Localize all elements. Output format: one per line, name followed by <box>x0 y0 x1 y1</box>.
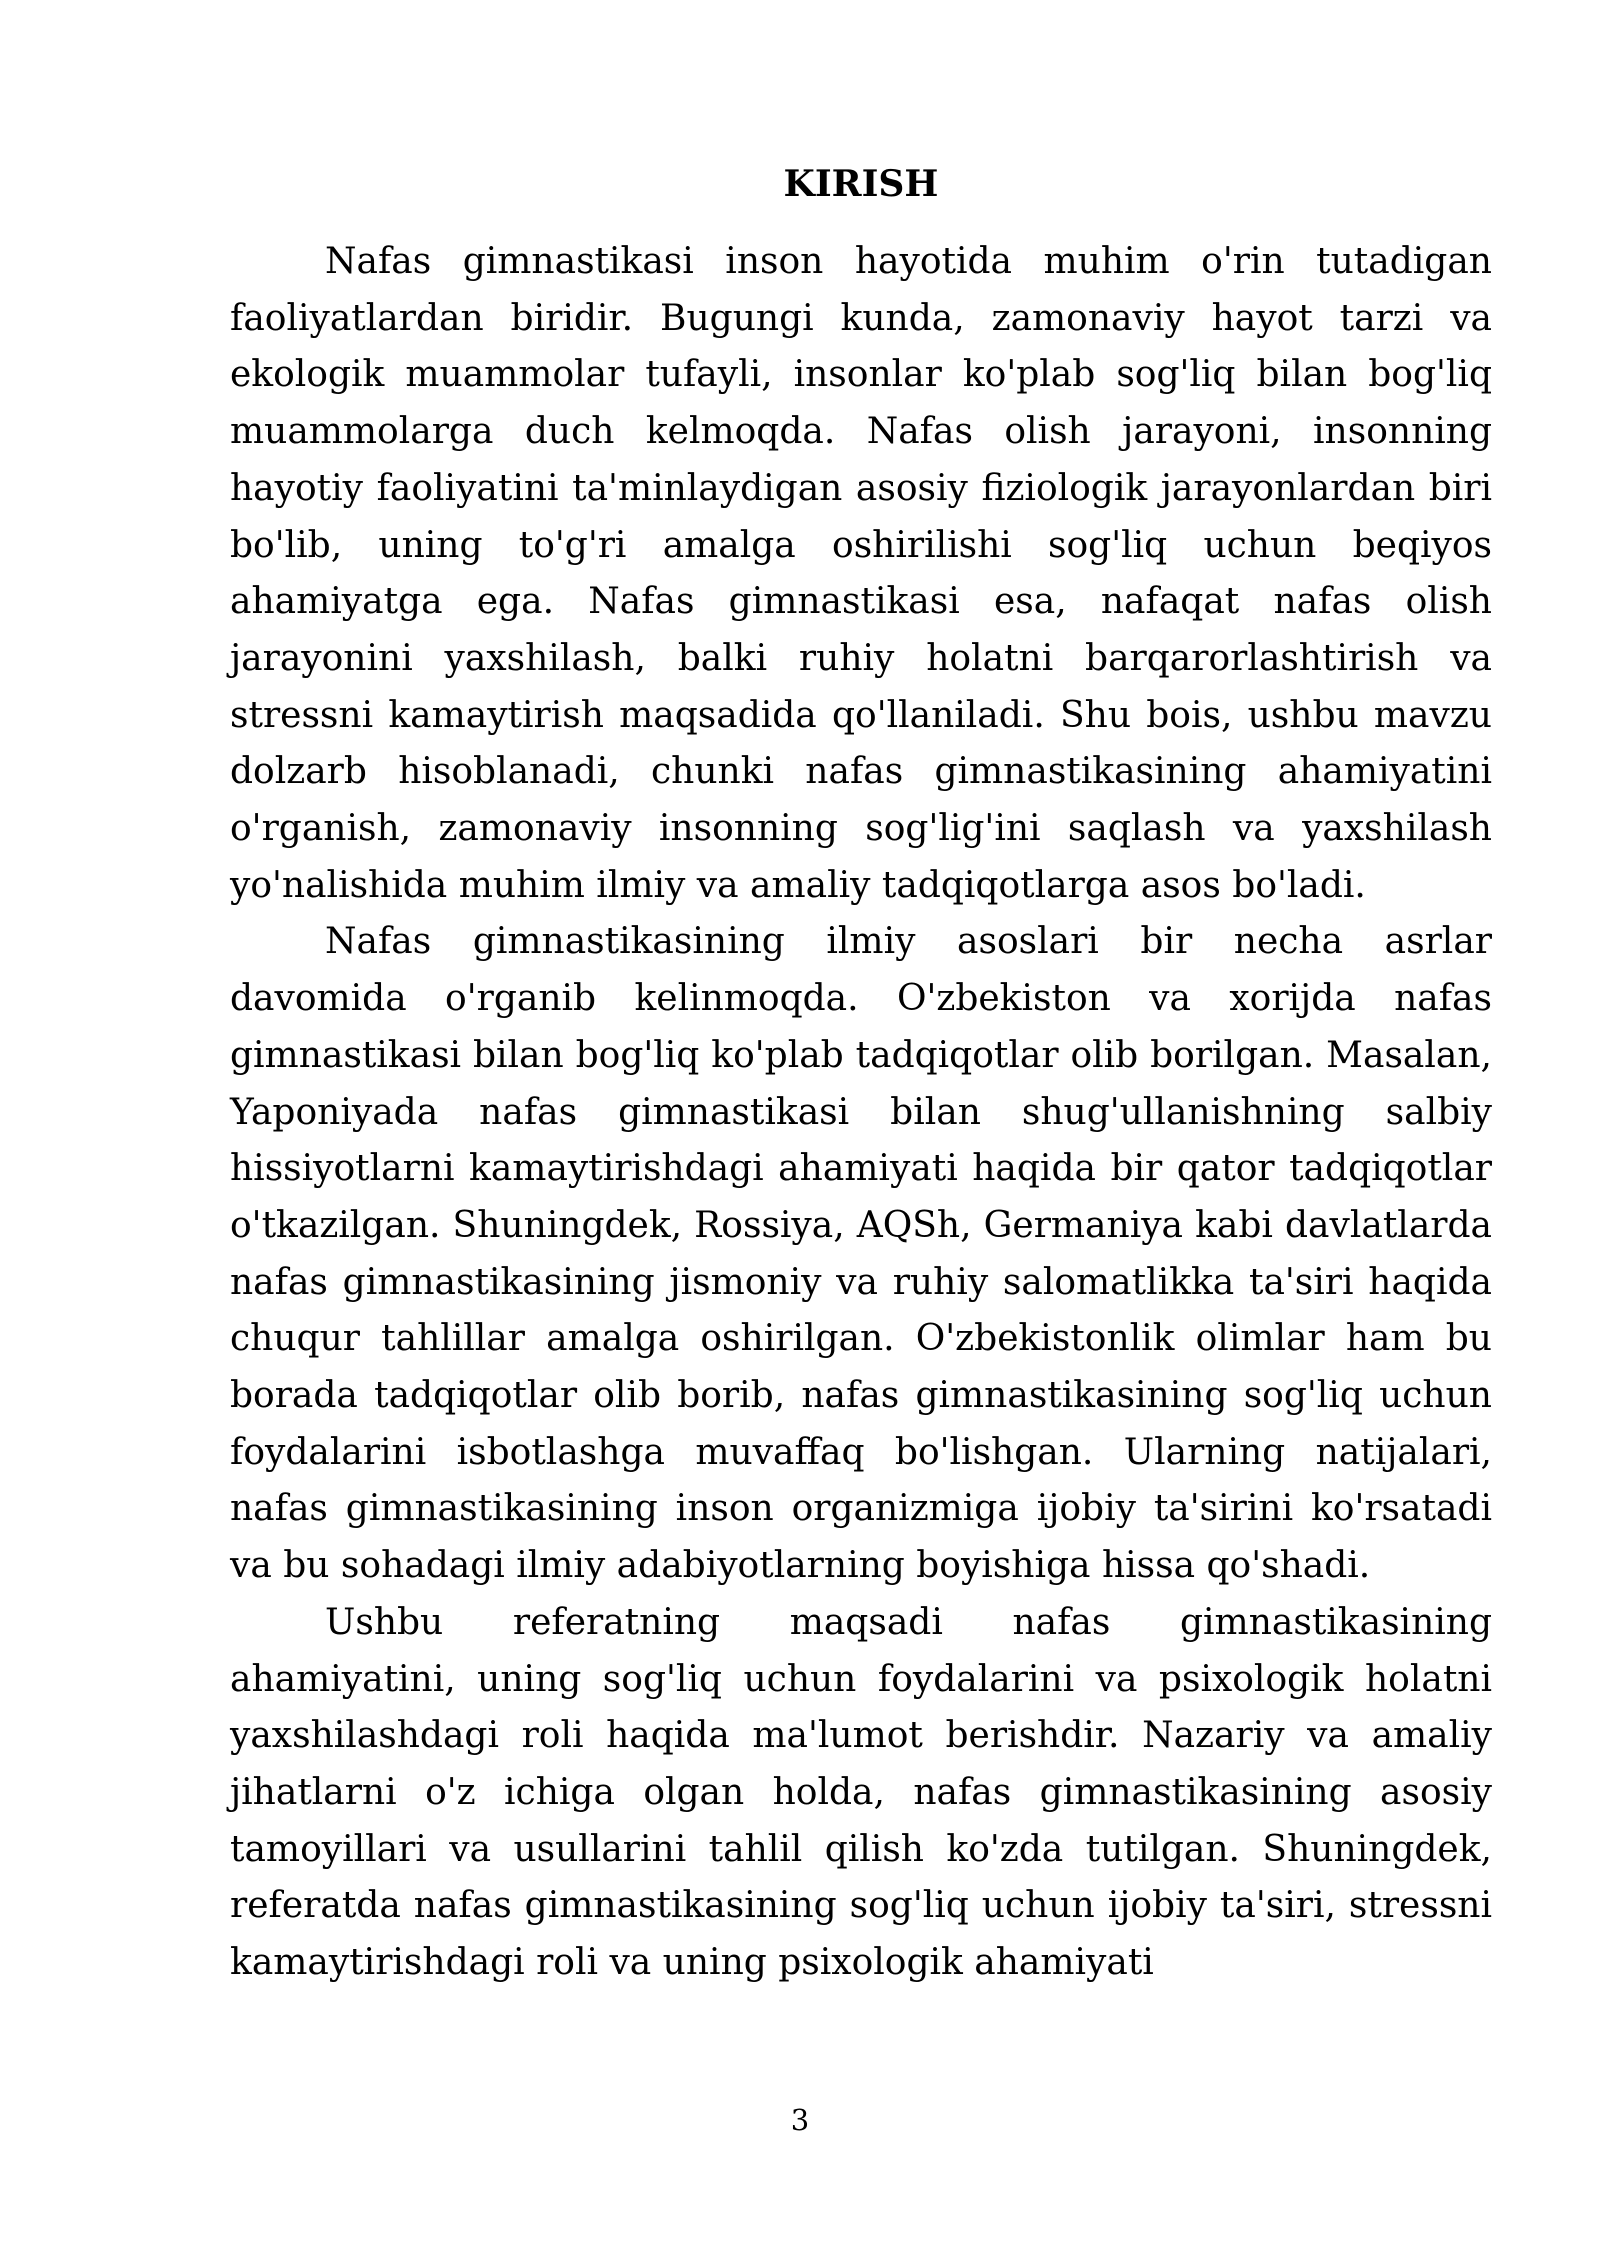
paragraph-introduction: Nafas gimnastikasi inson hayotida muhim o'rin tutadigan faoliyatlardan biridir. Bugungi kunda, zamonaviy hayot tarzi va ekologik muammolar tufayli, insonlar ko'plab sog'liq bilan bog'liq muammolarga duch kelmoqda. Nafas olish jarayoni, insonning hayotiy faoliyatini ta'minlaydigan asosiy fiziologik jarayonlardan biri bo'lib, uning to'g'ri amalga oshirilishi sog'liq uchun beqiyos ahamiyatga ega. Nafas gimnastikasi esa, nafaqat nafas olish jarayonini yaxshilash, balki ruhiy holatni barqarorlashtirish va stressni kamaytirish maqsadida qo'llaniladi. Shu bois, ushbu mavzu dolzarb hisoblanadi, chunki nafas gimnastikasining ahamiyatini o'rganish, zamonaviy insonning sog'lig'ini saqlash va yaxshilash yo'nalishida muhim ilmiy va amaliy tadqiqotlarga asos bo'ladi. <box>230 241 1492 906</box>
paragraph-scientific-basis: Nafas gimnastikasining ilmiy asoslari bir necha asrlar davomida o'rganib kelinmoqda. O'zbekiston va xorijda nafas gimnastikasi bilan bog'liq ko'plab tadqiqotlar olib borilgan. Masalan, Yaponiyada nafas gimnastikasi bilan shug'ullanishning salbiy hissiyotlarni kamaytirishdagi ahamiyati haqida bir qator tadqiqotlar o'tkazilgan. Shuningdek, Rossiya, AQSh, Germaniya kabi davlatlarda nafas gimnastikasining jismoniy va ruhiy salomatlikka ta'siri haqida chuqur tahlillar amalga oshirilgan. O'zbekistonlik olimlar ham bu borada tadqiqotlar olib borib, nafas gimnastikasining sog'liq uchun foydalarini isbotlashga muvaffaq bo'lishgan. Ularning natijalari, nafas gimnastikasining inson organizmiga ijobiy ta'sirini ko'rsatadi va bu sohadagi ilmiy adabiyotlarning boyishiga hissa qo'shadi. <box>230 921 1492 1587</box>
page-content <box>230 156 1492 1992</box>
paragraph-purpose: Ushbu referatning maqsadi nafas gimnastikasining ahamiyatini, uning sog'liq uchun foydalarini va psixologik holatni yaxshilashdagi roli haqida ma'lumot berishdir. Nazariy va amaliy jihatlarni o'z ichiga olgan holda, nafas gimnastikasining asosiy tamoyillari va usullarini tahlil qilish ko'zda tutilgan. Shuningdek, referatda nafas gimnastikasining sog'liq uchun ijobiy ta'siri, stressni kamaytirishdagi roli va uning psixologik ahamiyati <box>230 1601 1492 1984</box>
page-number: 3 <box>790 2103 810 2137</box>
section-title: KIRISH <box>783 163 939 205</box>
